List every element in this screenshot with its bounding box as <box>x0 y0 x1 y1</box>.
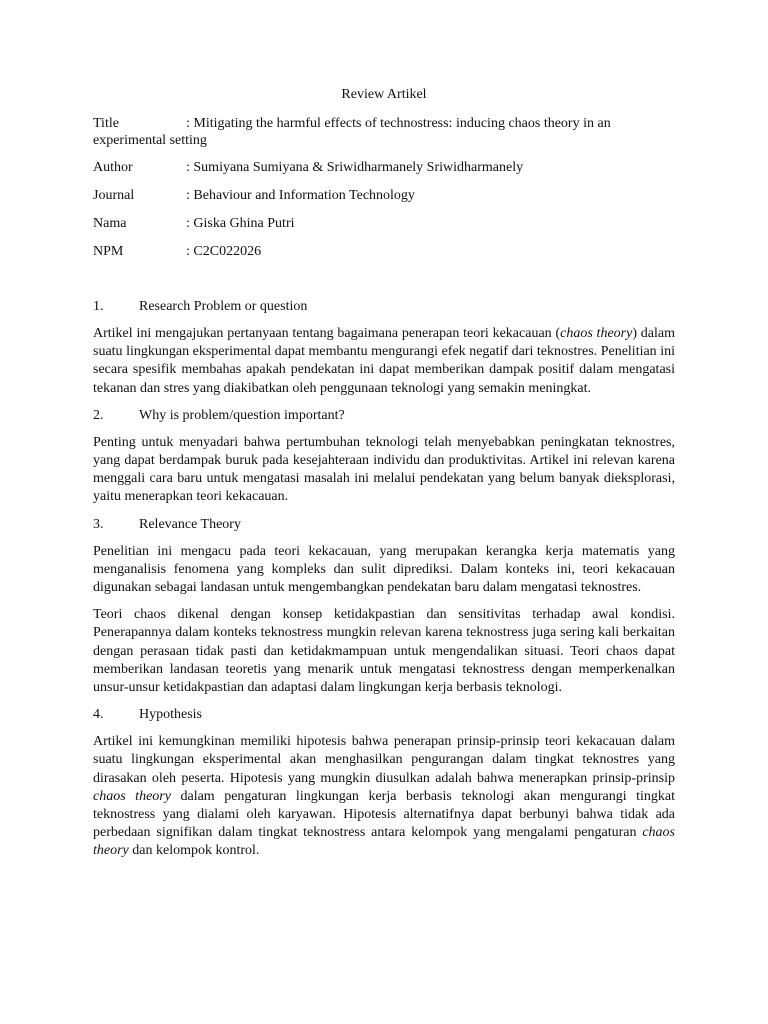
meta-nama-row <box>93 215 675 232</box>
document-heading: Review Artikel <box>341 87 427 102</box>
meta-journal-row <box>93 187 675 204</box>
meta-nama-label: Nama <box>93 216 127 231</box>
document-body <box>93 86 675 870</box>
meta-journal-value: : Behaviour and Information Technology <box>186 188 415 203</box>
section-number: 4. <box>93 707 104 723</box>
section-title: Hypothesis <box>139 707 202 723</box>
section-1-heading <box>93 298 675 316</box>
paragraph-text: ) dalam suatu lingkungan eksperimental dapat membantu mengurangi efek negatif dari teknostres. Penelitian ini secara spesifik membahas apakah pendekatan ini dapat memberikan dampak positif dalam mengatasi tekanan dan stres yang diakibatkan oleh penggunaan teknologi yang semakin meningkat. <box>93 326 675 396</box>
meta-journal-label: Journal <box>93 188 135 203</box>
section-4-paragraph <box>93 733 675 860</box>
section-2-heading <box>93 407 675 425</box>
meta-author-label: Author <box>93 160 133 175</box>
meta-npm-value: : C2C022026 <box>186 244 262 259</box>
meta-npm-label: NPM <box>93 244 124 259</box>
section-title: Research Problem or question <box>139 299 308 314</box>
paragraph-italic-text: chaos theory <box>93 788 171 804</box>
meta-title-row <box>93 115 675 149</box>
meta-nama-value: : Giska Ghina Putri <box>186 216 295 231</box>
section-3-paragraph-2: Teori chaos dikenal dengan konsep ketidakpastian dan sensitivitas terhadap awal kondisi. Penerapannya dalam konteks teknostress mungkin relevan karena teknostress juga sering kali berkaitan dengan perasaan tidak pasti dan ketidakmampuan untuk mengendalikan situasi. Teori chaos dapat memberikan landasan teoretis yang menarik untuk mengatasi teknostress dengan memperkenalkan unsur-unsur ketidakpastian dan adaptasi dalam lingkungan kerja berbasis teknologi. <box>93 607 675 696</box>
meta-author-row <box>93 159 675 176</box>
section-title: Relevance Theory <box>139 516 241 532</box>
section-2-paragraph: Penting untuk menyadari bahwa pertumbuhan teknologi telah menyebabkan peningkatan teknostres, yang dapat berdampak buruk pada kesejahteraan individu dan produktivitas. Artikel ini relevan karena menggali cara baru untuk mengatasi masalah ini melalui pendekatan yang belum banyak dieksplorasi, yaitu menerapkan teori kekacauan. <box>93 434 675 505</box>
paragraph-text: dan kelompok kontrol. <box>128 843 260 859</box>
paragraph-text: dalam pengaturan lingkungan kerja berbasis teknologi akan mengurangi tingkat teknostress yang dialami oleh karyawan. Hipotesis alternatifnya dapat berbunyi bahwa tidak ada perbedaan signifikan dalam tingkat teknostress antara kelompok yang mengalami pengaturan <box>93 788 675 841</box>
meta-title-value: : Mitigating the harmful effects of technostress: inducing chaos theory in an experimental setting <box>93 116 611 148</box>
section-number: 2. <box>93 407 104 423</box>
paragraph-italic-text: chaos theory <box>560 326 633 341</box>
section-1-paragraph <box>93 325 675 398</box>
section-3-paragraph-1: Penelitian ini mengacu pada teori kekacauan, yang merupakan kerangka kerja matematis yang menganalisis fenomena yang kompleks dan sulit diprediksi. Dalam konteks ini, teori kekacauan digunakan sebagai landasan untuk mengembangkan pendekatan baru dalam mengatasi teknostres. <box>93 543 675 596</box>
paragraph-text: Artikel ini mengajukan pertanyaan tentang bagaimana penerapan teori kekacauan ( <box>93 326 561 341</box>
meta-author-value: : Sumiyana Sumiyana & Sriwidharmanely Sriwidharmanely <box>186 160 524 175</box>
section-number: 1. <box>93 299 104 314</box>
article-metadata <box>93 115 675 260</box>
paragraph-text: Artikel ini kemungkinan memiliki hipotesis bahwa penerapan prinsip-prinsip teori kekacauan dalam suatu lingkungan eksperimental akan menghasilkan pengurangan dalam tingkat teknostres yang dirasakan oleh peserta. Hipotesis yang mungkin diusulkan adalah bahwa menerapkan prinsip-prinsip <box>93 734 675 786</box>
section-number: 3. <box>93 516 104 532</box>
section-4-heading <box>93 706 675 724</box>
meta-title-label: Title <box>93 116 119 131</box>
paragraph-italic-text: chaos theory <box>93 825 675 859</box>
section-title: Why is problem/question important? <box>139 407 345 423</box>
section-3-heading <box>93 516 675 534</box>
meta-npm-row <box>93 243 675 260</box>
